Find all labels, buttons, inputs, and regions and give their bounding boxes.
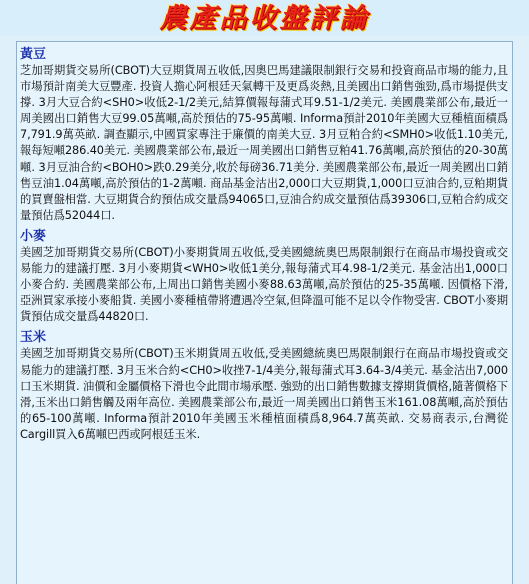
page-title: 農產品收盤評論 — [159, 3, 370, 34]
section-body-wheat: 美國芝加哥期貨交易所(CBOT)小麥期貨周五收低,受美國總統奧巴馬限制銀行在商品市場投資或交易能力的建議打壓. 3月小麥期貨<WH0>收低1美分,報每蒲式耳4.98-1/2美元. 基金沽出1,000口小麥合約. 美國農業部公布,上周出口銷售美國小麥88.63萬噸,高於預估的25-35萬噸. 因價格下滑,亞洲買家承接小麥船貨. 美國小麥種植帶將遭遇冷空氣,但降溫可能不足以令作物受害. CBOT小麥期貨預估成交量爲44820口. — [20, 245, 508, 324]
section-soybean — [17, 46, 512, 224]
section-body-corn: 美國芝加哥期貨交易所(CBOT)玉米期貨周五收低,受美國總統奧巴馬限制銀行在商品市場投資或交易能力的建議打壓. 3月玉米合約<CH0>收挫7-1/4美分,報每蒲式耳3.64-3/4美元. 基金沽出7,000口玉米期貨. 油價和金屬價格下滑也令此間市場承壓. 強勁的出口銷售數據支撐期貨價格,隨著價格下滑,玉米出口銷售觸及兩年高位. 美國農業部公布,最近一周美國出口銷售玉米161.08萬噸,高於預估的65-100萬噸. Informa預計2010年美國玉米種植面積爲8,964.7萬英畝. 交易商表示,台灣從Cargill買入6萬噸巴西或阿根廷玉米. — [20, 347, 508, 441]
header-banner — [0, 0, 529, 36]
section-body-soybean: 芝加哥期貨交易所(CBOT)大豆期貨周五收低,因奧巴馬建議限制銀行交易和投資商品市場的能力,且市場預計南美大豆豐產. 投資人擔心阿根廷天氣轉干及更爲炎熱,且美國出口銷售強勁,爲市場提供支撐. 3月大豆合約<SH0>收低2-1/2美元,結算價報每蒲式耳9.51-1/2美元. 美國農業部公布,最近一周美國出口銷售大豆99.05萬噸,高於預估的75-95萬噸. Informa預計2010年美國大豆種植面積爲7,791.9萬英畝. 調查顯示,中國買家專注于廉價的南美大豆. 3月豆粕合約<SMH0>收低1.10美元,報每短噸286.40美元. 美國農業部公布,最近一周美國出口銷售豆粕41.76萬噸,高於預估的20-30萬噸. 3月豆油合約<BOH0>跌0.29美分,收於每磅36.71美分. 美國農業部公布,最近一周美國出口銷售豆油1.04萬噸,高於預估的1-2萬噸. 商品基金沽出2,000口大豆期貨,1,000口豆油合約,豆粕期貨的買賣盤相當. 大豆期貨合約預估成交量爲94065口,豆油合約成交量預估爲39306口,豆粕合約成交量預估爲52044口. — [20, 64, 508, 222]
section-title-corn: 玉米 — [20, 330, 47, 346]
section-wheat — [17, 228, 512, 325]
section-corn — [17, 329, 512, 443]
section-title-wheat: 小麥 — [20, 228, 47, 244]
section-title-soybean: 黃豆 — [20, 47, 47, 62]
commentary-panel — [16, 41, 513, 584]
